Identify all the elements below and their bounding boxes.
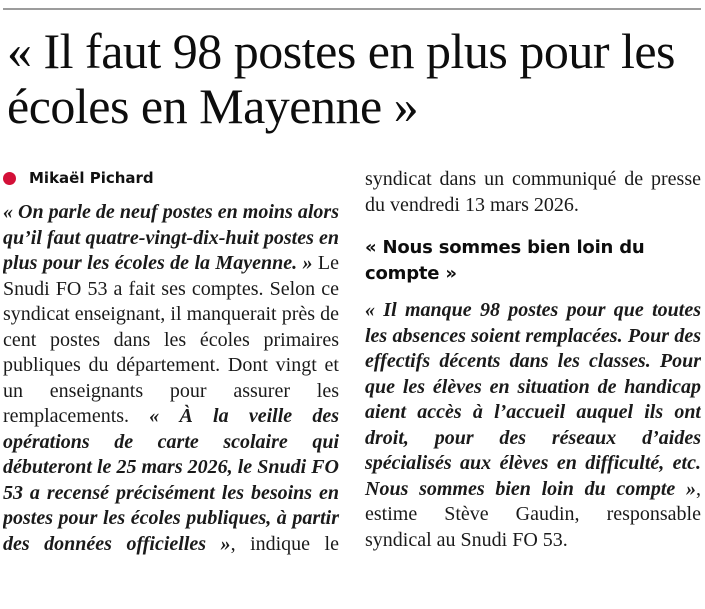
article-body <box>3 167 701 600</box>
byline <box>3 169 339 187</box>
top-divider <box>3 8 701 10</box>
author-name: Mikaël Pichard <box>29 169 154 187</box>
quote-segment: « On parle de neuf postes en moins alors qu’il faut quatre-vingt-dix-huit postes en plus pour les écoles de la Mayenne. » <box>3 201 339 274</box>
quote-segment: « Il manque 98 postes pour que toutes les absences soient remplacées. Pour des effectifs décents dans les classes. Pour que les élèves en situation de handicap aient accès à l’accueil auquel ils ont droit, pour des réseaux d’aides spécialisés aux élèves en difficulté, etc. Nous sommes bien loin du compte » <box>365 299 701 500</box>
paragraph-2 <box>365 298 701 553</box>
headline: « Il faut 98 postes en plus pour les écoles en Mayenne » <box>7 23 676 134</box>
quote-segment: « À la veille des opérations de carte scolaire qui débuteront le 25 mars 2026, le Snudi FO 53 a recensé précisément les besoins en postes pour les écoles publiques, à partir des données officielles » <box>3 405 340 555</box>
text-segment: , estime Stève Gaudin, responsable syndical au Snudi FO 53. <box>365 477 701 551</box>
author-dot-icon <box>3 172 16 185</box>
article-page <box>0 8 705 600</box>
text-segment: , indique le syndicat dans un communiqué de presse du vendredi 13 mars 2026. <box>230 168 701 555</box>
text-segment: Le Snudi FO 53 a fait ses comptes. Selon ce syndicat enseignant, il manquerait près de cent postes dans les écoles primaires publiques du département. Dont vingt et un enseignants pour assurer les remplacements. <box>3 252 339 427</box>
subheading: « Nous sommes bien loin du compte » <box>365 237 645 284</box>
